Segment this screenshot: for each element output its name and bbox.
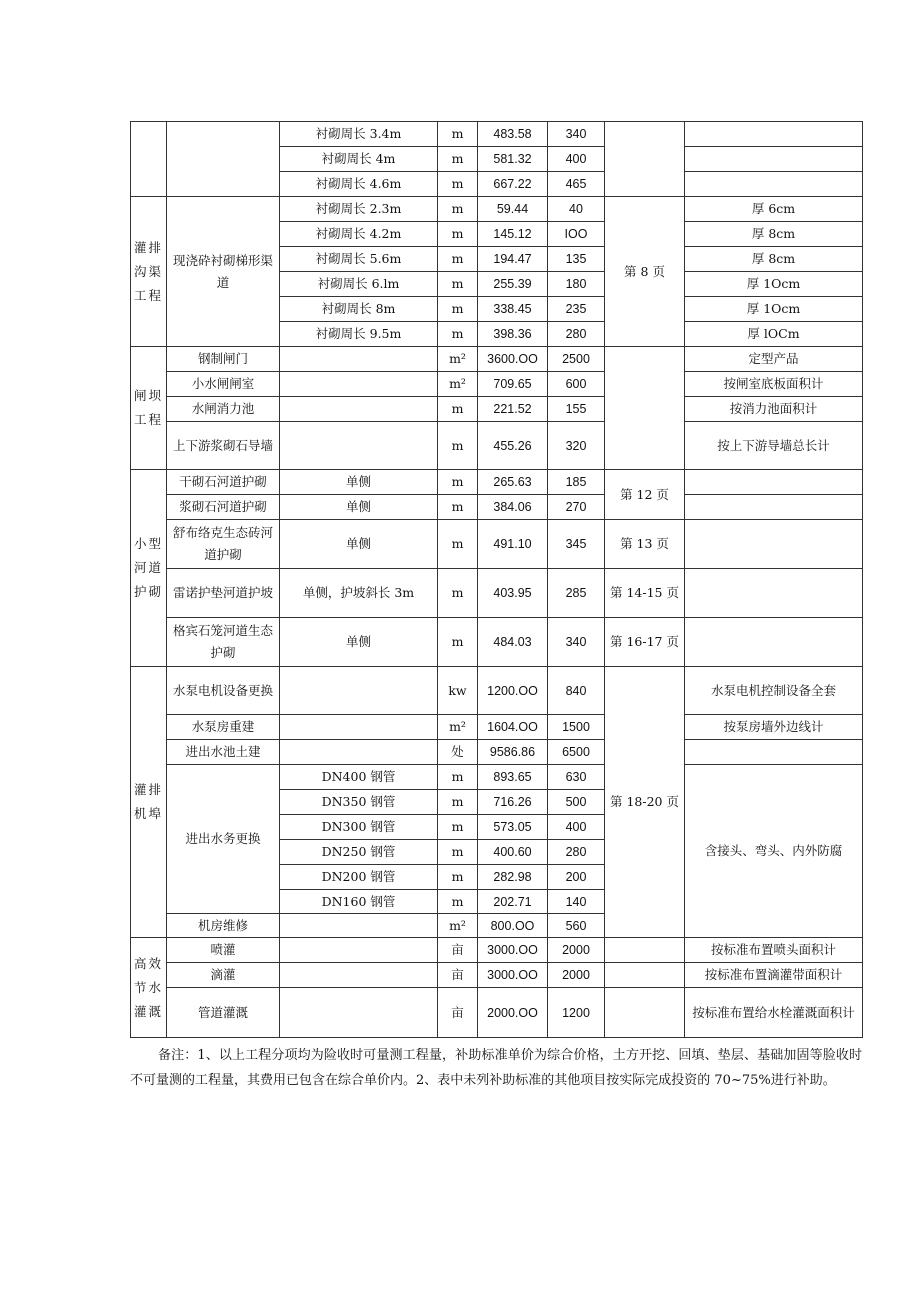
table-row: 小型河道护砌 干砌石河道护砌 单侧 m 265.63 185 第 12 页 [131, 470, 863, 495]
page-ref: 第 18-20 页 [605, 667, 685, 938]
table-row: 灌排沟渠工程 现浇砕衬砌梯形渠道 衬砌周长 2.3m m 59.44 40 第 8 页 厚 6cm [131, 197, 863, 222]
table-row: 灌排机埠 水泵电机设备更换 kw 1200.OO 840 第 18-20 页 水泵电机控制设备全套 [131, 667, 863, 715]
table-row: DN200 钢管 m 282.98 200 [131, 865, 863, 890]
subsidy-standards-table [130, 121, 863, 1038]
table-row: 衬砌周长 6.lm m 255.39 180 厚 1Ocm [131, 272, 863, 297]
page-ref: 第 16-17 页 [605, 618, 685, 667]
page-ref: 第 14-15 页 [605, 569, 685, 618]
table-row: 闸坝工程 钢制闸门 m² 3600.OO 2500 定型产品 [131, 347, 863, 372]
category-ditch: 灌排沟渠工程 [131, 197, 167, 347]
table-row: 浆砌石河道护砌 单侧 m 384.06 270 [131, 495, 863, 520]
table-row: 舒布络克生态砖河道护砌 单侧 m 491.10 345 第 13 页 [131, 520, 863, 569]
table-row: 衬砌周长 8m m 338.45 235 厚 1Ocm [131, 297, 863, 322]
table-row: 管道灌溉 亩 2000.OO 1200 按标准布置给水栓灌溉面积计 [131, 988, 863, 1038]
table-row: 衬砌周长 4.2m m 145.12 IOO 厚 8cm [131, 222, 863, 247]
table-row: DN350 钢管 m 716.26 500 [131, 790, 863, 815]
table-row: DN250 钢管 m 400.60 280 [131, 840, 863, 865]
category-gate: 闸坝工程 [131, 347, 167, 470]
table-row: DN160 钢管 m 202.71 140 [131, 890, 863, 914]
table-row: 滴灌 亩 3000.OO 2000 按标准布置滴灌带面积计 [131, 963, 863, 988]
table-row: 进出水务更换 DN400 钢管 m 893.65 630 含接头、弯头、内外防腐 [131, 765, 863, 790]
table-row: 水闸消力池 m 221.52 155 按消力池面积计 [131, 397, 863, 422]
table-row: 衬砌周长 9.5m m 398.36 280 厚 lOCm [131, 322, 863, 347]
category-irrigation: 高效节水灌溉 [131, 938, 167, 1038]
table-row: 进出水池土建 处 9586.86 6500 [131, 740, 863, 765]
footnote: 备注：1、以上工程分项均为险收时可量测工程量，补助标准单价为综合价格，土方开挖、回填、垫层、基础加固等脸收时不可量测的工程量，其费用已包含在综合单价内。2、表中未列补助标准的其他项目按实际完成投资的 70~75%进行补助。 [130, 1048, 862, 1088]
table-row: 衬砌周长 3.4m m 483.58 340 [131, 122, 863, 147]
table-row: 机房维修 m² 800.OO 560 [131, 914, 863, 938]
table-row: 衬砌周长 4.6m m 667.22 465 [131, 172, 863, 197]
table-row: 衬砌周长 5.6m m 194.47 135 厚 8cm [131, 247, 863, 272]
category-river: 小型河道护砌 [131, 470, 167, 667]
table-row: 格宾石笼河道生态护砌 单侧 m 484.03 340 第 16-17 页 [131, 618, 863, 667]
table-row: 上下游浆砌石导墙 m 455.26 320 按上下游导墙总长计 [131, 422, 863, 470]
page-ref: 第 8 页 [605, 197, 685, 347]
table-row: 衬砌周长 4m m 581.32 400 [131, 147, 863, 172]
table-row: 雷诺护垫河道护坡 单侧，护坡斜长 3m m 403.95 285 第 14-15 页 [131, 569, 863, 618]
page-ref: 第 12 页 [605, 470, 685, 520]
category-pump: 灌排机埠 [131, 667, 167, 938]
table-row: DN300 钢管 m 573.05 400 [131, 815, 863, 840]
item-ditch: 现浇砕衬砌梯形渠道 [167, 197, 280, 347]
table-row: 小水闸闸室 m² 709.65 600 按闸室底板面积计 [131, 372, 863, 397]
page-ref: 第 13 页 [605, 520, 685, 569]
pipe-note: 含接头、弯头、内外防腐 [685, 765, 863, 938]
item-pipe: 进出水务更换 [167, 765, 280, 914]
table-row: 高效节水灌溉 喷灌 亩 3000.OO 2000 按标准布置喷头面积计 [131, 938, 863, 963]
table-row: 水泵房重建 m² 1604.OO 1500 按泵房墙外边线计 [131, 715, 863, 740]
